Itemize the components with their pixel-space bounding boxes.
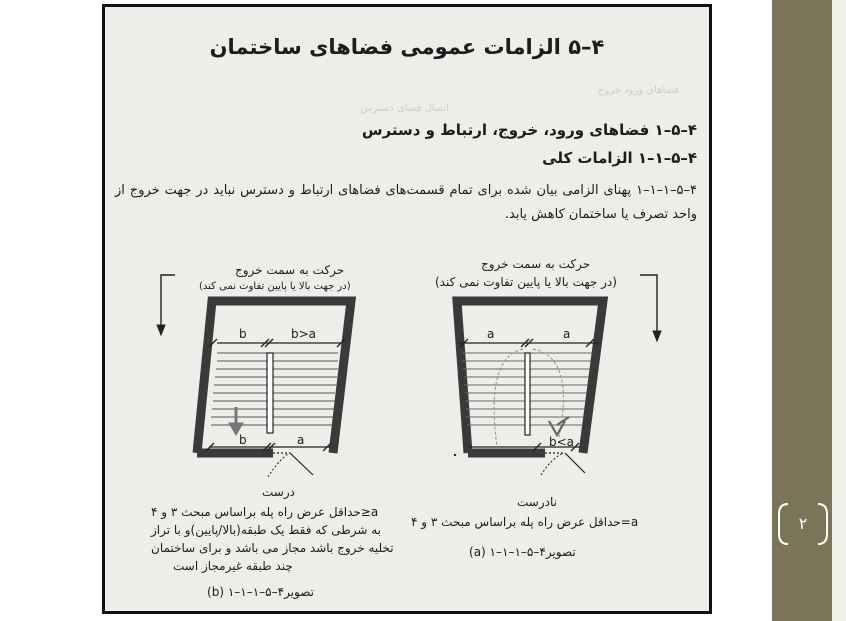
page-number-badge <box>776 500 830 548</box>
right-verdict: نادرست <box>517 495 557 509</box>
subsection-heading: ۴–۵–۱ فضاهای ورود، خروج، ارتباط و دسترس <box>361 121 697 139</box>
right-direction-title: حرکت به سمت خروج <box>481 257 591 271</box>
right-figure-number: تصویر۴–۵–۱–۱–۱ (a) <box>469 545 576 559</box>
right-label-top-left: a <box>487 327 495 341</box>
left-caption-line-2: به شرطی که فقط یک طبقه(بالا/پایین)و با تراز <box>151 523 382 537</box>
right-caption: a=حداقل عرض راه پله براساس مبحث ۳ و ۴ <box>411 515 639 529</box>
left-label-bottom-right: a <box>297 433 305 447</box>
requirement-paragraph: ۴–۵–۱–۱–۱ پهنای الزامی بیان شده برای تمام قسمت‌های فضاهای ارتباط و دسترس نباید در جهت خروج از واحد تصرف یا ساختمان کاهش یابد. <box>115 183 697 222</box>
right-label-bottom: b<a <box>549 435 575 449</box>
left-caption-line-4: چند طبقه غیرمجاز است <box>173 559 293 573</box>
right-direction-note: (در جهت بالا یا پایین تفاوت نمی کند) <box>435 275 617 289</box>
page-number: ۲ <box>798 514 808 533</box>
side-edge <box>832 0 846 621</box>
stair-plan-left <box>157 275 351 477</box>
left-caption-line-1: a≤حداقل عرض راه پله براساس مبحث ۳ و ۴ <box>151 505 379 519</box>
left-figure-number: تصویر۴–۵–۱–۱–۱ (b) <box>207 585 314 599</box>
left-direction-note: (در جهت بالا یا پایین تفاوت نمی کند) <box>199 281 351 292</box>
section-heading: ۴–۵ الزامات عمومی فضاهای ساختمان <box>209 35 605 59</box>
left-verdict: درست <box>262 485 295 499</box>
left-label-top-left: b <box>239 327 247 341</box>
left-label-top-right: b>a <box>291 327 317 341</box>
left-label-bottom-left: b <box>239 433 247 447</box>
subsubsection-heading: ۴–۵–۱–۱ الزامات کلی <box>542 149 697 167</box>
document-photo: فضاهای ورود خروج اتصال فضای دسترس ۴–۵ الزامات عمومی فضاهای ساختمان ۴–۵–۱ فضاهای ورود، خروج، ارتباط و دسترس ۴–۵–۱–۱ الزامات کلی ۴–۵–۱–۱–۱ پهنای الزامی بیان شده برای تمام قسمت‌های فضاهای ارتباط و دسترس نباید در جهت خروج از واحد تصرف یا ساختمان کاهش یابد. حرکت به سمت خروج (در جهت بالا یا پایین تفاوت نمی کند) b b>a b a درست a≤حداقل عرض راه پله براساس مبحث ۳ و ۴ به شرطی که فقط یک طبقه(بالا/پایین)و با تراز تخلیه خروج باشد مجاز می باشد و برای ساختمان چند طبقه غیرمجاز است تصویر۴–۵–۱–۱–۱ (b) حرکت به سمت خروج (در جهت بالا یا پایین تفاوت نمی کند) a a b<a نادرست a=حداقل عرض راه پله براساس مبحث ۳ و ۴ تصویر۴–۵–۱–۱–۱ (a) <box>102 4 712 614</box>
right-label-top-right: a <box>563 327 571 341</box>
left-caption-line-3: تخلیه خروج باشد مجاز می باشد و برای ساختمان <box>151 541 394 555</box>
left-direction-title: حرکت به سمت خروج <box>235 263 345 277</box>
